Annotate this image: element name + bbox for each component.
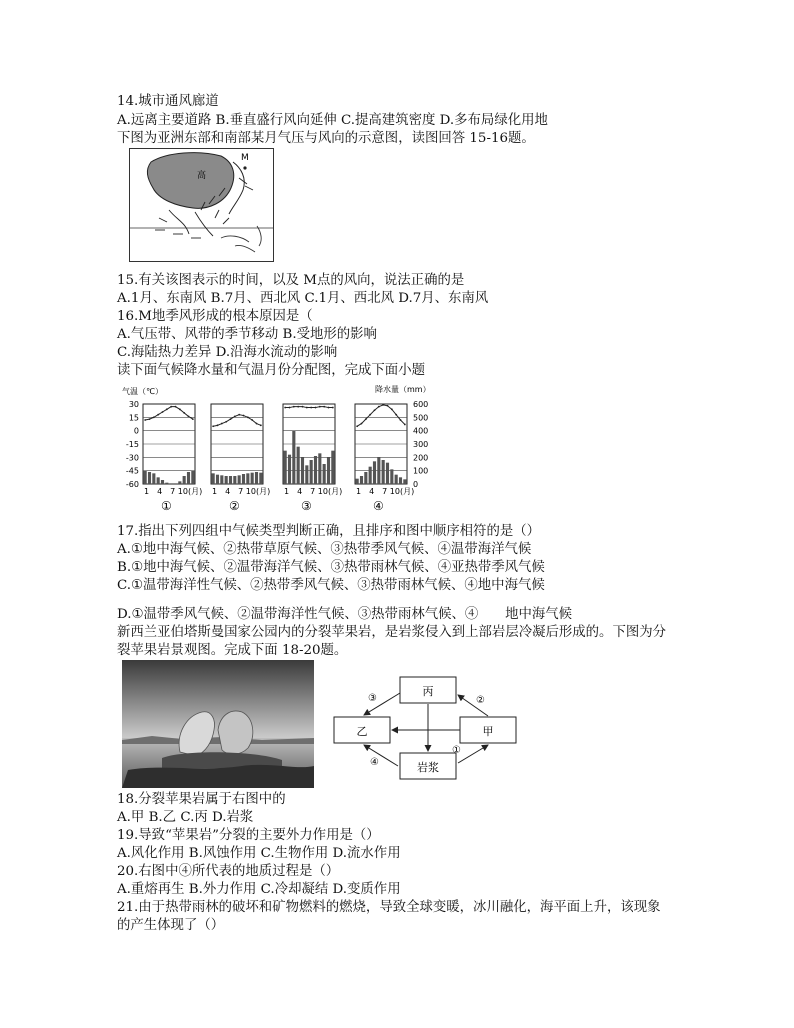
q18-options: A.甲 B.乙 C.丙 D.岩浆 (117, 810, 254, 825)
q17-option-a: A.①地中海气候、②热带草原气候、③热带季风气候、④温带海洋气候 (117, 542, 532, 557)
rock-cycle-diagram (328, 665, 528, 785)
precip-bar (386, 463, 389, 484)
temp-tick-label: 0 (133, 426, 139, 436)
temp-tick-label: -60 (125, 480, 139, 489)
q16-option-cd: C.海陆热力差异 D.沿海水流动的影响 (117, 345, 338, 360)
temperature-point (212, 425, 214, 427)
precip-bar (242, 474, 245, 484)
temperature-point (382, 404, 384, 406)
precip-tick-label: 100 (413, 466, 429, 476)
precip-bar (187, 472, 190, 484)
intro-15-16: 下图为亚洲东部和南部某月气压与风向的示意图，读图回答 15-16题。 (117, 131, 535, 146)
temperature-point (328, 407, 330, 409)
temperature-point (149, 418, 151, 420)
photo-svg (122, 660, 314, 788)
high-pressure-label: 高 (197, 171, 207, 181)
temperature-point (238, 414, 240, 416)
temperature-point (306, 407, 308, 409)
precip-bar (310, 460, 313, 484)
temperature-point (157, 414, 159, 416)
precip-bar (288, 455, 291, 484)
temperature-point (310, 407, 312, 409)
temperature-point (260, 424, 262, 426)
temperature-point (319, 406, 321, 408)
node-bing: 丙 (422, 685, 434, 698)
precip-bar (314, 456, 317, 484)
arrow-label-4: ④ (370, 757, 379, 768)
temperature-point (243, 415, 245, 417)
precip-bar (246, 473, 249, 484)
m-point-marker (243, 166, 246, 169)
precip-tick-label: 600 (413, 400, 429, 409)
precip-bar (225, 476, 228, 484)
q17-option-c: C.①温带海洋性气候、②热带季风气候、③热带雨林气候、④地中海气候 (117, 578, 545, 593)
temperature-point (188, 416, 190, 418)
arrow-magma-to-jia (458, 745, 488, 763)
climate-chart (117, 382, 437, 522)
precip-bar (259, 473, 262, 484)
climate-panel-label: ④ (373, 499, 384, 513)
temperature-point (302, 406, 304, 408)
intro-18-line1: 新西兰亚伯塔斯曼国家公园内的分裂苹果岩，是岩浆侵入到上部岩层冷凝后形成的。下图为分 (117, 625, 667, 640)
node-magma: 岩浆 (417, 761, 439, 774)
precip-bar (251, 473, 254, 484)
precip-bar (399, 477, 402, 484)
temperature-point (256, 423, 258, 425)
arrow-label-2: ② (476, 695, 485, 706)
temperature-point (378, 406, 380, 408)
precip-bar (174, 483, 177, 484)
precip-bar (161, 480, 164, 484)
q19-options: A.风化作用 B.风蚀作用 C.生物作用 D.流水作用 (117, 846, 401, 861)
temp-tick-label: -30 (125, 453, 139, 463)
precip-bar (395, 475, 398, 484)
precip-bar (233, 476, 236, 484)
rock-cycle-svg (328, 665, 528, 785)
q14-title: 14.城市通风廊道 (117, 94, 219, 109)
temperature-point (293, 406, 295, 408)
precip-bar (327, 457, 330, 484)
precip-bar (297, 447, 300, 484)
precip-tick-label: 200 (413, 453, 429, 463)
precip-bar (148, 472, 151, 484)
node-yi: 乙 (356, 725, 368, 738)
precip-bar (301, 457, 304, 484)
node-jia: 甲 (482, 725, 494, 738)
temperature-point (374, 409, 376, 411)
temperature-point (247, 416, 249, 418)
precip-bar (292, 431, 295, 484)
temperature-point (183, 412, 185, 414)
q21-line2: 的产生体现了（） (117, 918, 225, 933)
q20-title: 20.右图中④所代表的地质过程是（） (117, 864, 340, 879)
precip-bar (216, 475, 219, 484)
temperature-point (284, 407, 286, 409)
temperature-point (387, 405, 389, 407)
q17-title: 17.指出下列四组中气候类型判断正确，且排序和图中顺序相符的是（） (117, 524, 541, 539)
precip-bar (369, 467, 372, 484)
temperature-point (144, 419, 146, 421)
temp-tick-label: -15 (125, 440, 139, 449)
q19-title: 19.导致“苹果岩”分裂的主要外力作用是（） (117, 828, 380, 843)
temperature-point (369, 414, 371, 416)
month-tick-labels: 1 4 7 10(月) (144, 487, 203, 496)
q17-option-d: D.①温带季风气候、②温带海洋性气候、③热带雨林气候、④ 地中海气候 (117, 607, 573, 622)
temp-tick-label: 15 (128, 413, 139, 423)
intro-18-line2: 裂苹果岩景观图。完成下面 18-20题。 (117, 643, 348, 658)
temp-tick-label: 30 (128, 400, 139, 409)
temp-axis-title: 气温（℃） (122, 387, 163, 396)
precip-bar (390, 469, 393, 484)
temperature-point (153, 416, 155, 418)
precip-axis-title: 降水量（mm） (375, 385, 431, 394)
intro-17: 读下面气候降水量和气温月份分配图，完成下面小题 (117, 363, 425, 378)
precip-bar (191, 471, 194, 484)
precip-tick-label: 400 (413, 426, 429, 436)
arrow-label-3: ③ (368, 693, 377, 704)
temperature-point (289, 407, 291, 409)
precip-bar (323, 464, 326, 484)
temperature-point (400, 419, 402, 421)
precip-tick-label: 300 (413, 440, 429, 449)
precip-bar (364, 472, 367, 484)
temp-tick-label: -45 (125, 466, 139, 476)
precip-bar (220, 475, 223, 484)
temperature-point (234, 416, 236, 418)
temperature-point (251, 419, 253, 421)
precip-bar (382, 460, 385, 484)
precip-bar (360, 476, 363, 484)
precip-bar (377, 457, 380, 484)
temperature-point (395, 414, 397, 416)
q20-options: A.重熔再生 B.外力作用 C.冷却凝结 D.变质作用 (117, 882, 401, 897)
q16-option-ab: A.气压带、风带的季节移动 B.受地形的影响 (117, 327, 377, 342)
precip-bar (152, 473, 155, 484)
temperature-point (192, 418, 194, 420)
precip-bar (255, 472, 258, 484)
q21-line1: 21.由于热带雨林的破坏和矿物燃料的燃烧，导致全球变暖，冰川融化，海平面上升，该现象 (117, 900, 661, 915)
temperature-point (332, 407, 334, 409)
precip-bar (144, 471, 147, 484)
temperature-point (365, 418, 367, 420)
temperature-point (217, 424, 219, 426)
temperature-point (221, 423, 223, 425)
map-svg (129, 148, 274, 262)
precip-bar (356, 479, 359, 484)
precip-bar (157, 477, 160, 484)
climate-chart-svg (117, 382, 437, 522)
q17-option-b: B.①地中海气候、②温带海洋气候、③热带雨林气候、④亚热带季风气候 (117, 560, 545, 575)
climate-panel-label: ① (161, 499, 172, 513)
precip-bar (403, 479, 406, 484)
temperature-point (297, 406, 299, 408)
precip-tick-label: 0 (413, 480, 419, 489)
m-point-label: M (241, 153, 249, 163)
rock-right-half (218, 711, 253, 754)
precip-bar (305, 465, 308, 484)
precip-bar (373, 461, 376, 484)
arrow-label-1: ① (452, 745, 461, 756)
precip-tick-label: 500 (413, 413, 429, 423)
temperature-point (230, 418, 232, 420)
split-apple-rock-photo (122, 660, 314, 788)
q15-title: 15.有关该图表示的时间，以及 M点的风向，说法正确的是 (117, 273, 465, 288)
q16-title: 16.M地季风形成的根本原因是（ (117, 309, 313, 324)
climate-panel-label: ③ (301, 499, 312, 513)
precip-bar (229, 476, 232, 484)
temperature-point (361, 423, 363, 425)
temperature-point (323, 406, 325, 408)
month-tick-labels: 1 4 7 10(月) (212, 487, 271, 496)
photo-foreground (122, 765, 314, 788)
q15-options: A.1月、东南风 B.7月、西北风 C.1月、西北风 D.7月、东南风 (117, 291, 489, 306)
temperature-point (175, 406, 177, 408)
month-tick-labels: 1 4 7 10(月) (284, 487, 343, 496)
temperature-point (166, 408, 168, 410)
temperature-point (162, 411, 164, 413)
temperature-point (315, 407, 317, 409)
precip-bar (238, 475, 241, 484)
climate-panel-label: ② (229, 499, 240, 513)
precip-bar (165, 483, 168, 484)
temperature-point (404, 424, 406, 426)
temperature-point (356, 425, 358, 427)
temperature-point (391, 408, 393, 410)
precip-bar (178, 481, 181, 484)
precip-bar (170, 483, 173, 484)
q14-options: A.远离主要道路 B.垂直盛行风向延伸 C.提高建筑密度 D.多布局绿化用地 (117, 113, 548, 128)
temperature-point (179, 408, 181, 410)
temperature-point (225, 421, 227, 423)
precip-bar (331, 451, 334, 484)
temperature-point (170, 406, 172, 408)
precip-bar (212, 473, 215, 484)
precip-bar (318, 453, 321, 484)
precip-bar (284, 451, 287, 484)
pressure-wind-map (129, 148, 274, 262)
month-tick-labels: 1 4 7 10(月) (356, 487, 415, 496)
q18-title: 18.分裂苹果岩属于右图中的 (117, 792, 286, 807)
precip-bar (183, 476, 186, 484)
